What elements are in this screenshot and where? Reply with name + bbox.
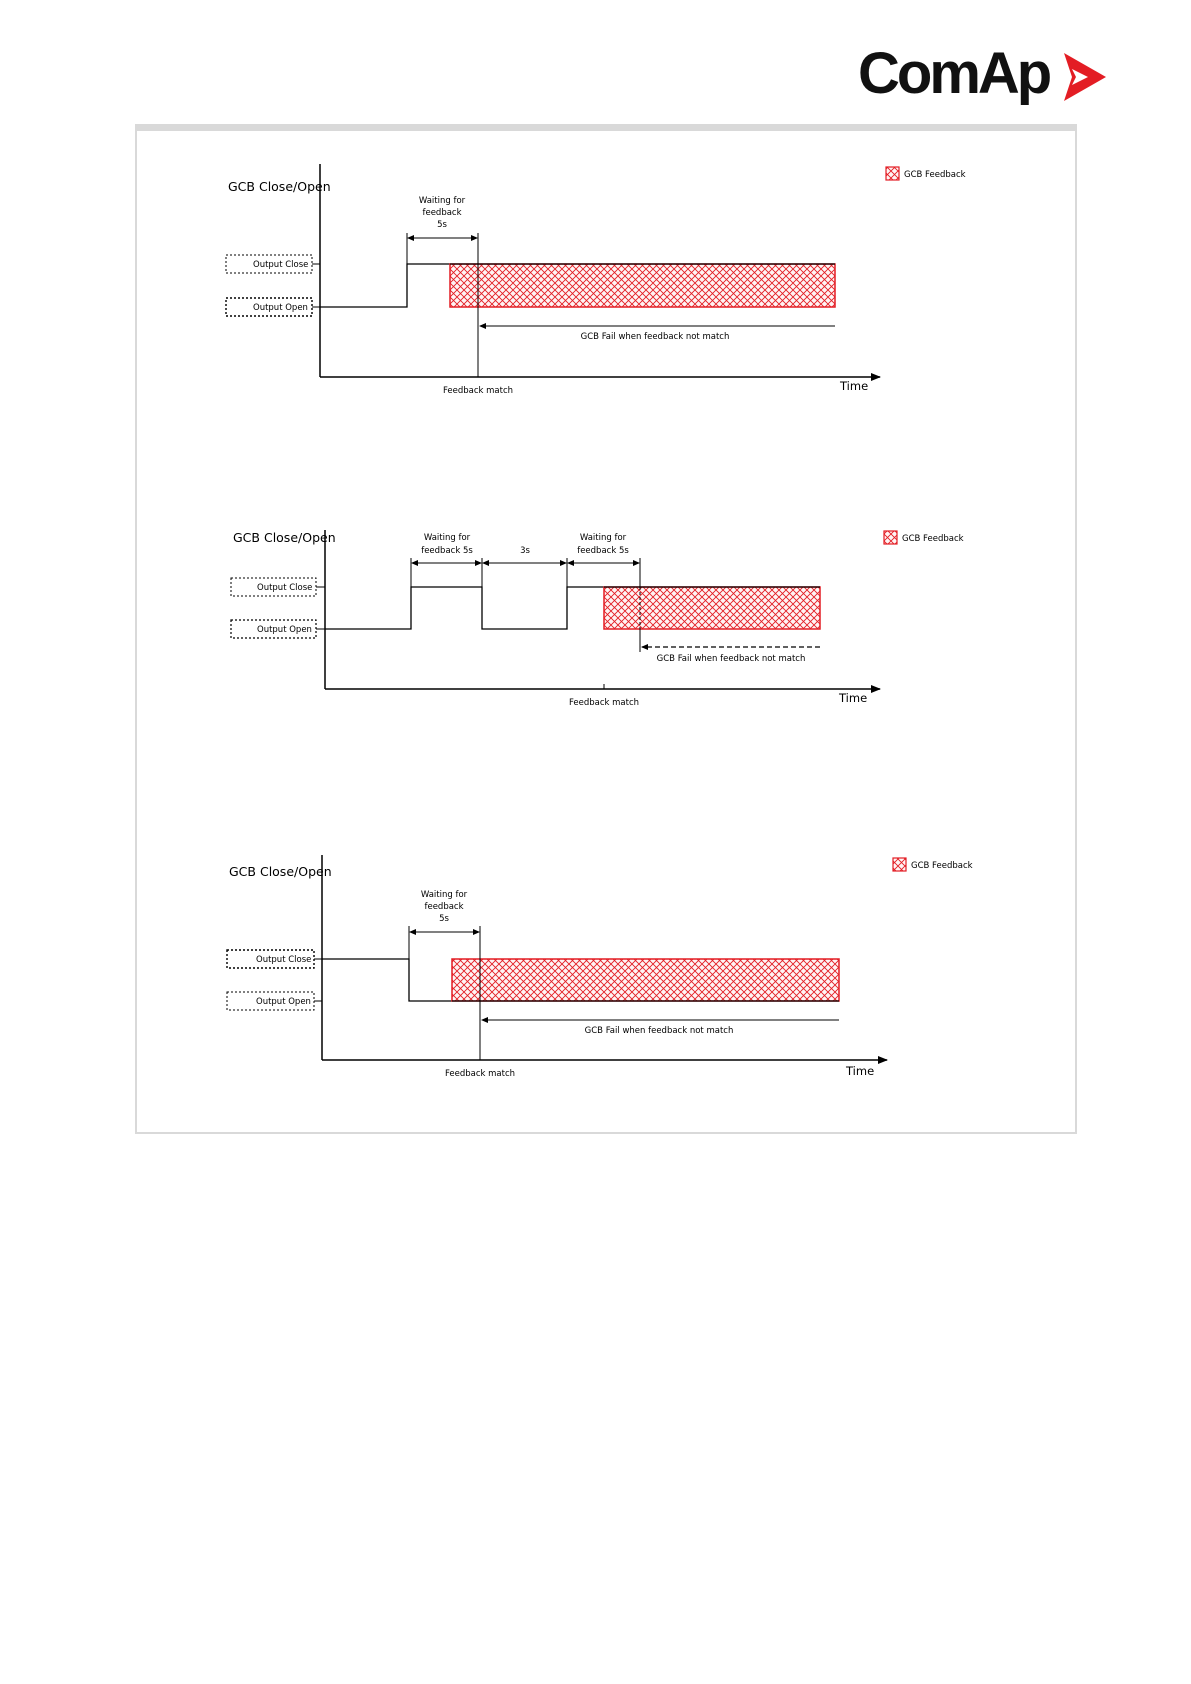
output-close-label: Output Close xyxy=(253,260,309,270)
feedback-match-label: Feedback match xyxy=(444,1069,516,1079)
comap-logo xyxy=(858,40,1108,110)
legend-label: GCB Feedback xyxy=(904,170,966,180)
legend-label: GCB Feedback xyxy=(902,534,964,544)
legend-swatch xyxy=(893,858,906,871)
diagram-2 xyxy=(135,520,1075,720)
annotation-3s: 3s xyxy=(520,546,530,556)
legend-swatch xyxy=(884,531,897,544)
annotation-waiting-2: Waiting for xyxy=(579,533,627,543)
annotation-waiting: Waiting for xyxy=(418,196,466,206)
time-label: Time xyxy=(840,379,869,393)
feedback-match-label: Feedback match xyxy=(568,698,640,708)
output-close-label: Output Close xyxy=(256,955,312,965)
annotation-feedback-1: feedback 5s xyxy=(421,546,473,556)
annotation-waiting-1: Waiting for xyxy=(423,533,471,543)
legend-label: GCB Feedback xyxy=(911,861,973,871)
time-label: Time xyxy=(839,691,868,705)
diagram-3 xyxy=(135,845,1075,1085)
annotation-waiting: Waiting for xyxy=(420,890,468,900)
gcb-feedback-area xyxy=(452,959,839,1001)
fail-label: GCB Fail when feedback not match xyxy=(656,654,806,664)
legend-swatch xyxy=(886,167,899,180)
gcb-feedback-area xyxy=(450,264,835,307)
annotation-feedback: feedback xyxy=(424,902,464,912)
output-signal xyxy=(325,587,604,629)
annotation-5s: 5s xyxy=(439,914,449,924)
axis-title: GCB Close/Open xyxy=(228,179,331,194)
fail-label: GCB Fail when feedback not match xyxy=(584,1026,734,1036)
time-label: Time xyxy=(846,1064,875,1078)
diagram-1 xyxy=(135,150,1075,410)
output-signal xyxy=(322,959,452,1001)
output-close-label: Output Close xyxy=(257,583,313,593)
output-signal xyxy=(320,264,450,307)
annotation-5s: 5s xyxy=(437,220,447,230)
logo-text: ComAp xyxy=(858,41,1050,106)
output-open-label: Output Open xyxy=(257,625,312,635)
annotation-feedback-2: feedback 5s xyxy=(577,546,629,556)
output-open-label: Output Open xyxy=(256,997,311,1007)
logo-arrow-icon xyxy=(1064,53,1106,101)
feedback-match-label: Feedback match xyxy=(442,386,514,396)
fail-label: GCB Fail when feedback not match xyxy=(580,332,730,342)
gcb-feedback-area xyxy=(604,587,820,629)
output-open-label: Output Open xyxy=(253,303,308,313)
axis-title: GCB Close/Open xyxy=(229,864,332,879)
axis-title: GCB Close/Open xyxy=(233,530,336,545)
annotation-feedback: feedback xyxy=(422,208,462,218)
